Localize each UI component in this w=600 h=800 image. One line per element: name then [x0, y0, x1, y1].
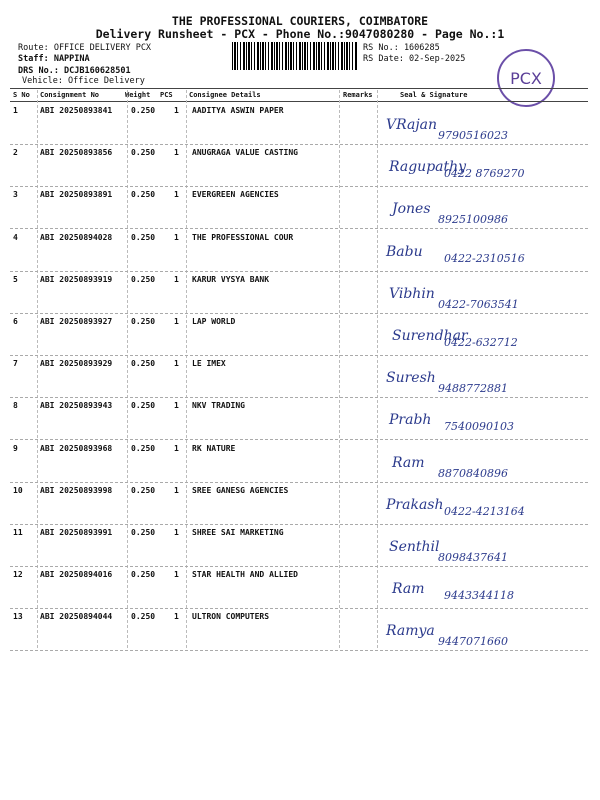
- cell-consignee: ULTRON COMPUTERS: [192, 612, 270, 622]
- col-header-consignee: Consignee Details: [189, 91, 261, 99]
- cell-consignment: ABI 20250893968: [40, 443, 113, 453]
- col-header-weight: Weight: [125, 91, 151, 99]
- cell-consignment: ABI 20250893943: [40, 401, 113, 411]
- svg-text:8870840896: 8870840896: [438, 466, 508, 480]
- handwritten-signature: [380, 196, 590, 228]
- cell-consignment: ABI 20250893998: [40, 485, 113, 495]
- cell-consignee: LAP WORLD: [192, 317, 236, 326]
- handwritten-signature: [380, 239, 590, 271]
- svg-text:Babu: Babu: [386, 243, 423, 260]
- cell-sno: 7: [13, 359, 18, 369]
- cell-consignee: LE IMEX: [192, 359, 226, 369]
- cell-sno: 9: [13, 443, 18, 453]
- table-row: [0, 144, 600, 186]
- cell-weight: 0.250: [131, 443, 156, 453]
- handwritten-signature: [380, 281, 590, 313]
- cell-consignment: ABI 20250894016: [40, 570, 113, 580]
- pcx-stamp: PCX: [497, 49, 555, 107]
- cell-consignment: ABI 20250893856: [40, 148, 113, 158]
- cell-pcs: 1: [174, 570, 179, 580]
- cell-consignment: ABI 20250893927: [40, 317, 113, 326]
- cell-pcs: 1: [174, 359, 179, 369]
- cell-consignment: ABI 20250893841: [40, 106, 113, 115]
- cell-weight: 0.250: [131, 570, 156, 580]
- table-row: [0, 313, 600, 355]
- row-separator: [10, 650, 588, 651]
- svg-text:0422 8769270: 0422 8769270: [444, 167, 525, 181]
- svg-text:Suresh: Suresh: [386, 370, 436, 387]
- cell-sno: 11: [13, 528, 23, 537]
- svg-text:Vibhin: Vibhin: [389, 285, 435, 302]
- cell-sno: 6: [13, 317, 18, 326]
- rs-date: RS Date: 02-Sep-2025: [363, 54, 466, 64]
- table-row: [0, 229, 600, 271]
- svg-text:9488772881: 9488772881: [438, 382, 508, 396]
- handwritten-signature: [380, 492, 590, 524]
- header-top-rule: [10, 88, 588, 89]
- svg-text:Prabh: Prabh: [389, 412, 432, 429]
- svg-text:8098437641: 8098437641: [438, 551, 508, 564]
- cell-consignment: ABI 20250893891: [40, 190, 113, 200]
- svg-text:8925100986: 8925100986: [438, 213, 508, 227]
- staff-label: Staff: NAPPINA: [18, 54, 90, 64]
- cell-sno: 4: [13, 232, 18, 242]
- cell-pcs: 1: [174, 148, 179, 158]
- table-row: [0, 440, 600, 482]
- handwritten-signature: [380, 534, 590, 566]
- cell-pcs: 1: [174, 485, 179, 495]
- table-row: [0, 397, 600, 439]
- cell-consignee: EVERGREEN AGENCIES: [192, 190, 279, 200]
- handwritten-signature: [380, 323, 590, 355]
- cell-consignment: ABI 20250894028: [40, 232, 113, 242]
- cell-pcs: 1: [174, 317, 179, 326]
- svg-text:Prakash: Prakash: [386, 496, 444, 513]
- svg-text:Ram: Ram: [392, 581, 425, 598]
- svg-text:Surendhar: Surendhar: [392, 328, 468, 344]
- cell-consignment: ABI 20250893991: [40, 528, 113, 537]
- table-row: [0, 102, 600, 144]
- cell-pcs: 1: [174, 443, 179, 453]
- cell-consignment: ABI 20250894044: [40, 612, 113, 622]
- handwritten-signature: [380, 154, 590, 186]
- cell-weight: 0.250: [131, 359, 156, 369]
- svg-text:0422-2310516: 0422-2310516: [444, 251, 525, 265]
- svg-text:Ram: Ram: [392, 454, 425, 471]
- cell-sno: 3: [13, 190, 18, 200]
- svg-text:Jones: Jones: [392, 201, 431, 218]
- document-subtitle: Delivery Runsheet - PCX - Phone No.:9047080280 - Page No.:1: [95, 27, 505, 41]
- table-row: [0, 271, 600, 313]
- svg-text:Ramya: Ramya: [386, 623, 435, 640]
- cell-weight: 0.250: [131, 612, 156, 622]
- table-row: [0, 566, 600, 608]
- cell-sno: 2: [13, 148, 18, 158]
- document-title: THE PROFESSIONAL COURIERS, COIMBATORE: [171, 14, 429, 28]
- cell-pcs: 1: [174, 612, 179, 622]
- cell-consignee: AADITYA ASWIN PAPER: [192, 106, 284, 115]
- handwritten-signature: [380, 576, 590, 608]
- cell-consignee: NKV TRADING: [192, 401, 245, 411]
- svg-text:9443344118: 9443344118: [444, 589, 514, 603]
- col-header-consignment: Consignment No: [40, 91, 100, 99]
- handwritten-signature: [380, 618, 590, 650]
- cell-weight: 0.250: [131, 232, 156, 242]
- cell-weight: 0.250: [131, 401, 156, 411]
- svg-text:Senthil: Senthil: [389, 539, 440, 555]
- cell-consignment: ABI 20250893929: [40, 359, 113, 369]
- cell-weight: 0.250: [131, 106, 156, 115]
- cell-consignment: ABI 20250893919: [40, 274, 113, 284]
- cell-sno: 10: [13, 485, 23, 495]
- col-header-remarks: Remarks: [343, 91, 373, 99]
- cell-sno: 1: [13, 106, 18, 115]
- cell-sno: 5: [13, 274, 18, 284]
- drs-number: DRS No.: DCJB160628501: [18, 66, 131, 76]
- cell-consignee: SHREE SAI MARKETING: [192, 528, 284, 537]
- col-header-sno: S No: [13, 91, 30, 99]
- cell-weight: 0.250: [131, 528, 156, 537]
- svg-text:0422-7063541: 0422-7063541: [438, 297, 519, 311]
- handwritten-signature: [380, 450, 590, 482]
- handwritten-signature: [380, 407, 590, 439]
- svg-text:VRajan: VRajan: [386, 117, 438, 133]
- cell-pcs: 1: [174, 106, 179, 115]
- cell-pcs: 1: [174, 274, 179, 284]
- svg-text:Ragupathy: Ragupathy: [389, 159, 467, 176]
- cell-pcs: 1: [174, 401, 179, 411]
- cell-consignee: RK NATURE: [192, 443, 236, 453]
- svg-text:9447071660: 9447071660: [438, 635, 508, 649]
- cell-weight: 0.250: [131, 190, 156, 200]
- cell-sno: 13: [13, 612, 23, 622]
- barcode: [232, 42, 357, 70]
- cell-pcs: 1: [174, 528, 179, 537]
- cell-consignee: STAR HEALTH AND ALLIED: [192, 570, 298, 580]
- table-row: [0, 608, 600, 650]
- cell-sno: 8: [13, 401, 18, 411]
- cell-weight: 0.250: [131, 485, 156, 495]
- cell-weight: 0.250: [131, 148, 156, 158]
- table-row: [0, 355, 600, 397]
- svg-text:0422-4213164: 0422-4213164: [444, 504, 525, 518]
- handwritten-signature: [380, 365, 590, 397]
- cell-pcs: 1: [174, 190, 179, 200]
- table-row: [0, 186, 600, 228]
- cell-weight: 0.250: [131, 274, 156, 284]
- table-row: [0, 524, 600, 566]
- svg-text:9790516023: 9790516023: [438, 129, 508, 142]
- cell-consignee: SREE GANESG AGENCIES: [192, 485, 289, 495]
- cell-pcs: 1: [174, 232, 179, 242]
- cell-consignee: ANUGRAGA VALUE CASTING: [192, 148, 298, 158]
- svg-text:0422-632712: 0422-632712: [444, 336, 518, 349]
- svg-text:7540090103: 7540090103: [444, 420, 514, 434]
- cell-weight: 0.250: [131, 317, 156, 326]
- handwritten-signature: [380, 112, 590, 144]
- rs-number: RS No.: 1606285: [363, 43, 440, 53]
- col-header-seal: Seal & Signature: [400, 91, 468, 99]
- vehicle-label: Vehicle: Office Delivery: [22, 76, 145, 86]
- cell-consignee: KARUR VYSYA BANK: [192, 274, 270, 284]
- route-label: Route: OFFICE DELIVERY PCX: [18, 43, 152, 53]
- cell-consignee: THE PROFESSIONAL COUR: [192, 232, 294, 242]
- table-row: [0, 482, 600, 524]
- cell-sno: 12: [13, 570, 23, 580]
- col-header-pcs: PCS: [160, 91, 173, 99]
